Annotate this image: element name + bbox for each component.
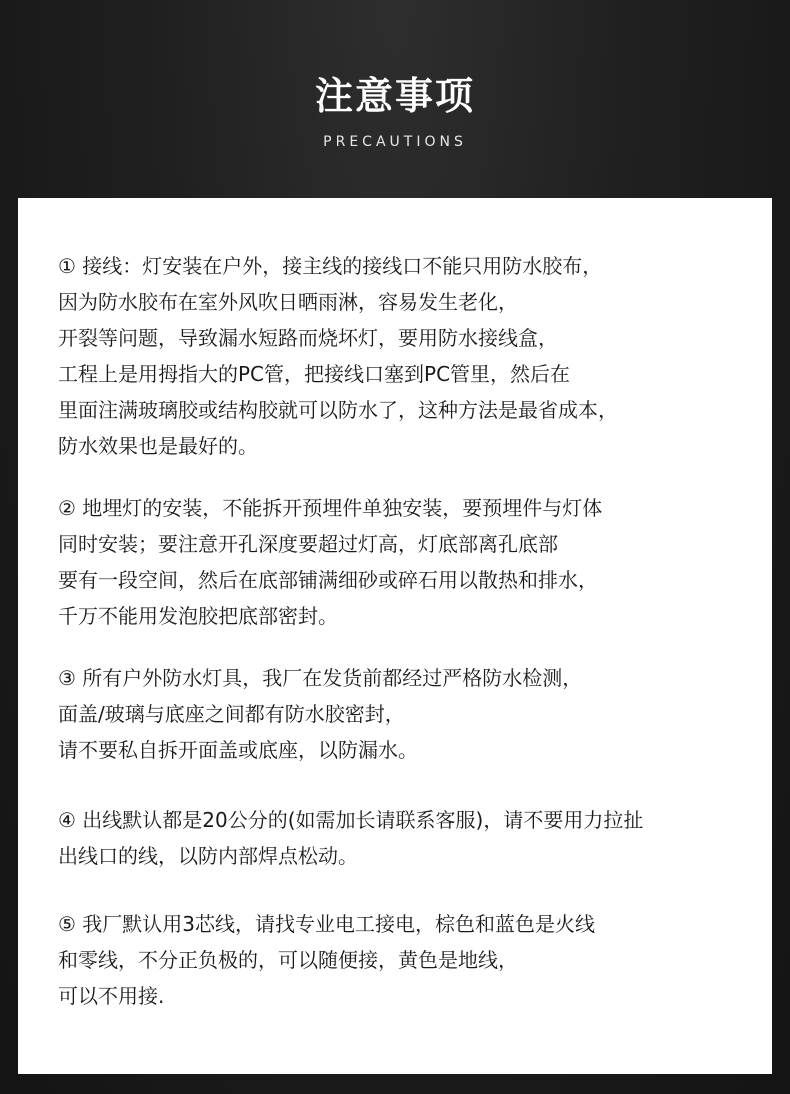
text-line: 里面注满玻璃胶或结构胶就可以防水了，这种方法是最省成本， (58, 398, 618, 422)
text-line: ② 地埋灯的安装，不能拆开预埋件单独安装，要预埋件与灯体 (58, 496, 603, 520)
text-line: ⑤ 我厂默认用3芯线，请找专业电工接电，棕色和蓝色是火线 (58, 912, 596, 936)
text-line: 请不要私自拆开面盖或底座，以防漏水。 (58, 738, 418, 762)
page-title: 注意事项 (314, 74, 475, 118)
text-line: 因为防水胶布在室外风吹日晒雨淋，容易发生老化， (58, 290, 518, 314)
precaution-item-1 (58, 248, 758, 464)
precautions-card (18, 198, 772, 1074)
text-line: 出线口的线，以防内部焊点松动。 (58, 844, 358, 868)
precaution-item-3 (58, 660, 758, 768)
precaution-item-5 (58, 906, 758, 1014)
text-line: 面盖/玻璃与底座之间都有防水胶密封， (58, 702, 405, 726)
text-line: 要有一段空间，然后在底部铺满细砂或碎石用以散热和排水， (58, 568, 598, 592)
text-line: 工程上是用拇指大的PC管，把接线口塞到PC管里，然后在 (58, 362, 571, 386)
precaution-item-2 (58, 490, 758, 634)
text-line: 千万不能用发泡胶把底部密封。 (58, 604, 338, 628)
text-line: ③ 所有户外防水灯具，我厂在发货前都经过严格防水检测， (58, 666, 583, 690)
text-line: 防水效果也是最好的。 (58, 434, 258, 458)
page-subtitle: PRECAUTIONS (323, 134, 467, 150)
precaution-item-4 (58, 802, 758, 874)
text-line: 可以不用接. (58, 984, 165, 1008)
text-line: ① 接线：灯安装在户外，接主线的接线口不能只用防水胶布， (58, 254, 603, 278)
text-line: 开裂等问题，导致漏水短路而烧坏灯，要用防水接线盒， (58, 326, 558, 350)
page-header (0, 0, 790, 198)
text-line: 同时安装；要注意开孔深度要超过灯高，灯底部离孔底部 (58, 532, 558, 556)
text-line: ④ 出线默认都是20公分的(如需加长请联系客服)，请不要用力拉扯 (58, 808, 644, 832)
text-line: 和零线，不分正负极的，可以随便接，黄色是地线， (58, 948, 518, 972)
